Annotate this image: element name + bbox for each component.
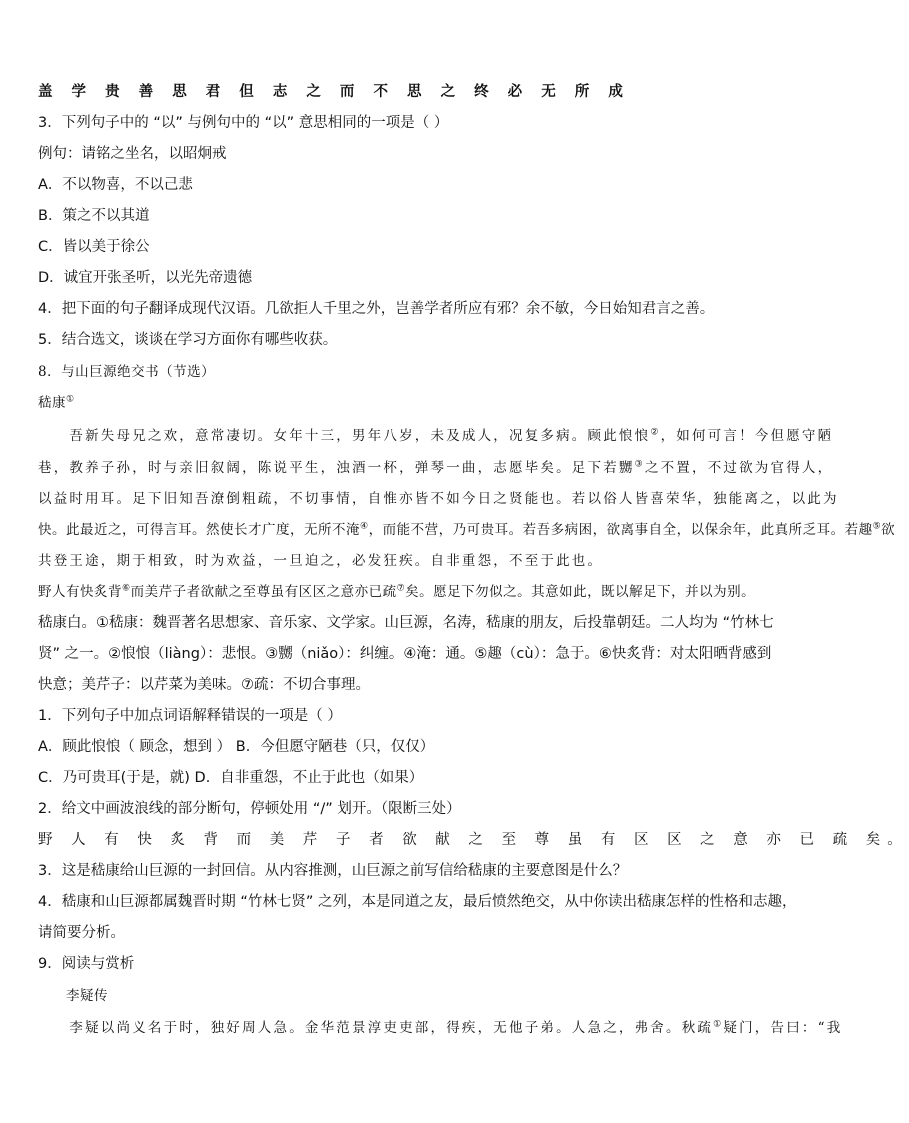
question-4b: 4．嵇康和山巨源都属魏晋时期 “竹林七贤” 之列，本是同道之友，最后愤然绝交，从中你读出嵇康怎样的性格和志趣，: [38, 894, 797, 910]
footnote-line: 贤” 之一。②悢悢（liàng）：悲恨。③嬲（niǎo）：纠缠。④淹：通。⑤趣（cù）：急于。⑥快炙背：对太阳晒背感到: [38, 646, 772, 662]
example-sentence: 例句：请铭之坐名，以昭炯戒: [38, 146, 227, 162]
question-1: 1．下列句子中加点词语解释错误的一项是（ ）: [38, 708, 342, 724]
text-line: 盖 学 贵 善 思 君 但 志 之 而 不 思 之 终 必 无 所 成: [38, 84, 630, 100]
question-3: 3．下列句子中的 “以” 与例句中的 “以” 意思相同的一项是（ ）: [38, 115, 449, 131]
option-b: B．策之不以其道: [38, 208, 150, 224]
passage-line: 以益时用耳。足下旧知吾潦倒粗疏，不切事情，自惟亦皆不如今日之贤能也。若以俗人皆喜荣华，独能离之，以此为: [38, 491, 839, 507]
option-c: C．皆以美于徐公: [38, 239, 150, 255]
passage-line: 巷，教养子孙，时与亲旧叙阔，陈说平生，浊酒一杯，弹琴一曲，志愿毕矣。足下若嬲③之不置，不过欲为官得人，: [38, 459, 834, 476]
options-cd: C．乃可贵耳(于是，就) D．自非重怨，不止于此也（如果）: [38, 770, 424, 786]
passage-line: 野人有快炙背⑥而美芹子者欲献之至尊虽有区区之意亦已疏⑦矣。愿足下勿似之。其意如此，既以解足下，并以为别。: [38, 583, 756, 600]
punctuation-sentence: 野 人 有 快 炙 背 而 美 芹 子 者 欲 献 之 至 尊 虽 有 区 区 之 意 亦 已 疏 矣。: [38, 832, 909, 848]
author-line: 嵇康①: [38, 394, 75, 411]
section-9-title: 9．阅读与赏析: [38, 956, 135, 972]
section-8-title: 8．与山巨源绝交书（节选）: [38, 364, 216, 380]
option-a: A．不以物喜，不以己悲: [38, 177, 193, 193]
footnote-line: 嵇康白。①嵇康：魏晋著名思想家、音乐家、文学家。山巨源，名涛，嵇康的朋友，后投靠朝廷。二人均为 “竹林七: [38, 615, 774, 631]
question-2: 2．给文中画波浪线的部分断句，停顿处用 “/” 划开。（限断三处）: [38, 801, 461, 817]
question-4b-cont: 请简要分析。: [38, 925, 125, 941]
question-5: 5．结合选文，谈谈在学习方面你有哪些收获。: [38, 332, 338, 348]
footnote-line: 快意；美芹子：以芹菜为美味。⑦疏：不切合事理。: [38, 677, 370, 693]
options-ab: A．顾此悢悢（ 顾念，想到 ） B．今但愿守陋巷（只，仅仅）: [38, 739, 435, 755]
passage-line: 吾新失母兄之欢，意常凄切。女年十三，男年八岁，未及成人，况复多病。顾此悢悢②，如何可言！今但愿守陋: [38, 427, 834, 444]
passage-line: 李疑以尚义名于时，独好周人急。金华范景淳吏吏部，得疾，无他子弟。人急之，弗舍。秋疏①疑门，告曰：“我: [38, 1019, 843, 1036]
option-d: D．诚宜开张圣听，以光先帝遗德: [38, 270, 253, 286]
passage-line: 快。此最近之，可得言耳。然使长才广度，无所不淹④，而能不营，乃可贵耳。若吾多病困，欲离事自全，以保余年，此真所乏耳。若趣⑤欲: [38, 521, 896, 538]
question-4: 4．把下面的句子翻译成现代汉语。几欲拒人千里之外，岂善学者所应有邪？余不敏，今日始知君言之善。: [38, 301, 715, 317]
passage-line: 共登王途，期于相致，时为欢益，一旦迫之，必发狂疾。自非重怨，不至于此也。: [38, 553, 604, 569]
passage-title: 李疑传: [66, 988, 108, 1004]
question-3b: 3．这是嵇康给山巨源的一封回信。从内容推测，山巨源之前写信给嵇康的主要意图是什么？: [38, 863, 628, 879]
